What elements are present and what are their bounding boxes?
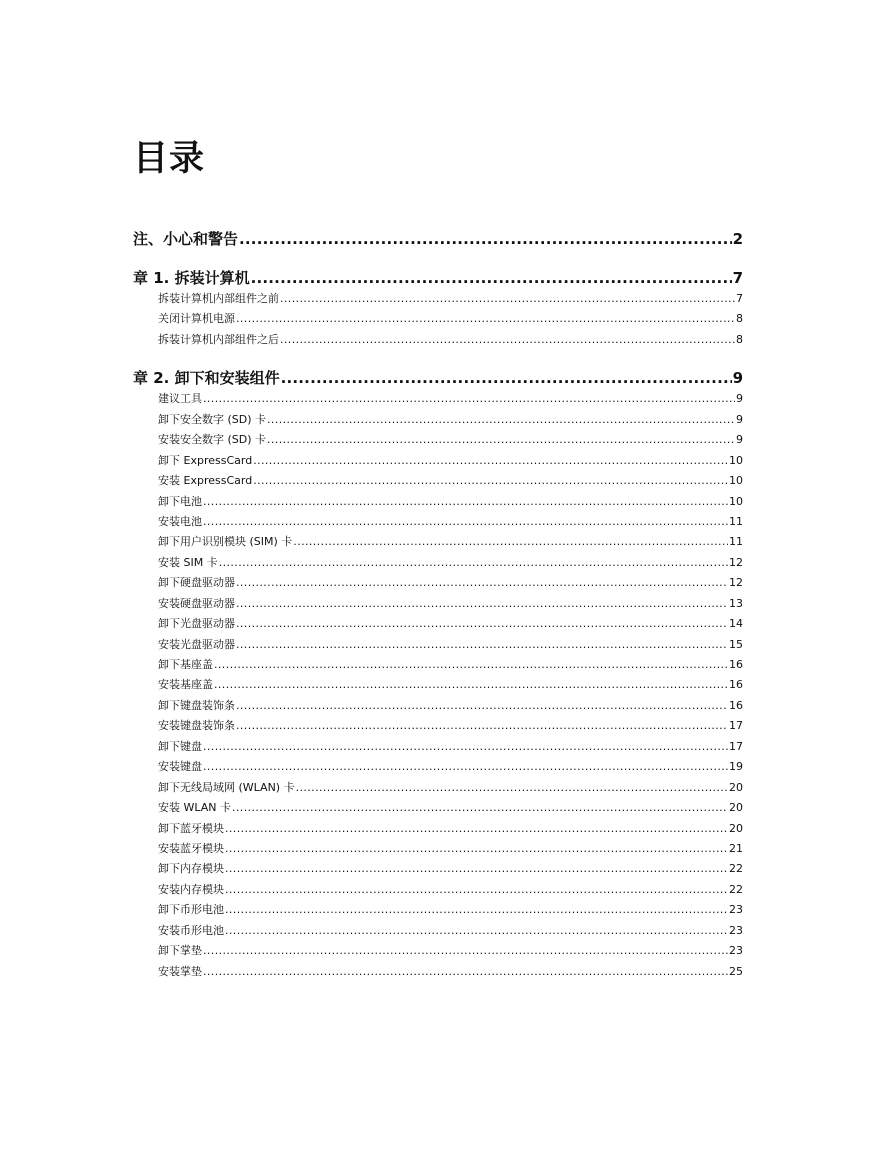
dot-leader xyxy=(203,757,728,777)
dot-leader xyxy=(203,492,728,512)
toc-entry-label: 卸下光盘驱动器 xyxy=(158,617,235,631)
toc-entry[interactable] xyxy=(133,880,743,900)
toc-entry[interactable] xyxy=(133,289,743,309)
toc-entry[interactable] xyxy=(133,553,743,573)
dot-leader xyxy=(253,451,728,471)
toc-entry-page: 12 xyxy=(729,576,743,590)
toc-entry-page: 20 xyxy=(729,801,743,815)
toc-entry[interactable] xyxy=(133,798,743,818)
dot-leader xyxy=(225,900,728,920)
toc-entry-page: 9 xyxy=(736,392,743,406)
toc-entry[interactable] xyxy=(133,962,743,982)
dot-leader xyxy=(236,696,728,716)
dot-leader xyxy=(236,573,728,593)
toc-entry[interactable] xyxy=(133,330,743,350)
toc-entry[interactable] xyxy=(133,675,743,695)
toc-entry[interactable] xyxy=(133,859,743,879)
dot-leader xyxy=(280,330,735,350)
toc-entry-label: 安装内存模块 xyxy=(158,882,224,896)
dot-leader xyxy=(239,229,732,250)
toc-chapter-heading[interactable] xyxy=(133,368,743,389)
dot-leader xyxy=(281,368,732,389)
toc-entry[interactable] xyxy=(133,430,743,450)
toc-entry[interactable] xyxy=(133,696,743,716)
toc-entry-page: 8 xyxy=(736,332,743,346)
toc-entry[interactable] xyxy=(133,594,743,614)
dot-leader xyxy=(293,532,728,552)
dot-leader xyxy=(236,594,728,614)
toc-entry-label: 安装光盘驱动器 xyxy=(158,637,235,651)
toc-entry-page: 11 xyxy=(729,535,743,549)
toc-entry-label: 安装键盘装饰条 xyxy=(158,719,235,733)
dot-leader xyxy=(225,839,728,859)
toc-entry-label: 卸下电池 xyxy=(158,494,202,508)
toc-entry[interactable] xyxy=(133,451,743,471)
toc-entry-page: 10 xyxy=(729,474,743,488)
toc-entry-page: 17 xyxy=(729,719,743,733)
dot-leader xyxy=(296,778,728,798)
toc-entry[interactable] xyxy=(133,941,743,961)
toc-entry-label: 安装 WLAN 卡 xyxy=(158,801,232,815)
toc-entry[interactable] xyxy=(133,819,743,839)
toc-entry-page: 16 xyxy=(729,698,743,712)
toc-entry-label: 卸下币形电池 xyxy=(158,903,224,917)
toc-entry-page: 19 xyxy=(729,760,743,774)
dot-leader xyxy=(203,389,735,409)
toc-entry-page: 8 xyxy=(736,312,743,326)
dot-leader xyxy=(236,716,728,736)
toc-entry-label: 卸下内存模块 xyxy=(158,862,224,876)
toc-entry-label: 卸下硬盘驱动器 xyxy=(158,576,235,590)
toc-entry[interactable] xyxy=(133,614,743,634)
toc-entry-label: 卸下基座盖 xyxy=(158,658,213,671)
toc-entry-page: 16 xyxy=(729,678,743,692)
toc-entry-label: 卸下蓝牙模块 xyxy=(158,821,224,835)
toc-entry-label: 卸下用户识别模块 (SIM) 卡 xyxy=(158,535,293,549)
dot-leader xyxy=(203,512,728,532)
toc-entry-page: 15 xyxy=(729,637,743,651)
toc-entry-label: 卸下安全数字 (SD) 卡 xyxy=(158,412,267,426)
toc-entry-page: 17 xyxy=(729,739,743,753)
toc-entry[interactable] xyxy=(133,410,743,430)
toc-entry[interactable] xyxy=(133,737,743,757)
toc-entry-label: 安装蓝牙模块 xyxy=(158,841,224,855)
toc-entry-label: 安装掌垫 xyxy=(158,964,202,978)
toc-entry-page: 23 xyxy=(729,944,743,958)
toc-entry-label: 安装安全数字 (SD) 卡 xyxy=(158,433,267,447)
toc-entry-page: 10 xyxy=(729,494,743,508)
toc-entry-page: 21 xyxy=(729,841,743,855)
toc-entry-label: 安装 ExpressCard xyxy=(158,474,253,488)
toc-entry-page: 9 xyxy=(736,412,743,426)
toc-entry-page: 7 xyxy=(736,292,743,305)
toc-entry-page: 25 xyxy=(729,964,743,978)
dot-leader xyxy=(236,635,728,655)
dot-leader xyxy=(225,819,728,839)
toc-entry-label: 建议工具 xyxy=(158,392,202,406)
toc-entry-page: 22 xyxy=(729,882,743,896)
dot-leader xyxy=(225,921,728,941)
dot-leader xyxy=(251,268,732,289)
toc-chapter-2 xyxy=(133,368,743,982)
toc-entry-page: 14 xyxy=(729,617,743,631)
toc-entry-label: 章 1. 拆装计算机 xyxy=(133,269,250,287)
dot-leader xyxy=(203,737,728,757)
toc-entry[interactable] xyxy=(133,778,743,798)
toc-entry-label: 安装键盘 xyxy=(158,760,202,774)
toc-entry-label: 安装基座盖 xyxy=(158,678,213,692)
dot-leader xyxy=(203,962,728,982)
dot-leader xyxy=(267,430,735,450)
toc-entry-label: 卸下掌垫 xyxy=(158,944,202,958)
toc-entry[interactable] xyxy=(133,389,743,409)
dot-leader xyxy=(236,614,728,634)
dot-leader xyxy=(225,880,728,900)
toc-entry-label: 安装 SIM 卡 xyxy=(158,555,218,569)
table-of-contents xyxy=(133,229,743,982)
dot-leader xyxy=(219,553,728,573)
toc-entry[interactable] xyxy=(133,492,743,512)
dot-leader xyxy=(232,798,728,818)
toc-entry-label: 安装电池 xyxy=(158,514,202,528)
toc-entry-page: 9 xyxy=(732,369,743,388)
toc-entry-page: 23 xyxy=(729,903,743,917)
toc-entry-label: 卸下键盘 xyxy=(158,739,202,753)
dot-leader xyxy=(236,309,735,329)
toc-entry-page: 12 xyxy=(729,555,743,569)
toc-entry-page: 22 xyxy=(729,862,743,876)
dot-leader xyxy=(280,289,735,309)
toc-entry-page: 11 xyxy=(729,514,743,528)
toc-chapter-heading[interactable] xyxy=(133,268,743,289)
toc-entry-label: 拆装计算机内部组件之前 xyxy=(158,292,279,305)
toc-chapter-1 xyxy=(133,268,743,350)
dot-leader xyxy=(253,471,728,491)
toc-entry-label: 关闭计算机电源 xyxy=(158,312,235,326)
page-title: 目录 xyxy=(133,139,206,179)
toc-entry[interactable] xyxy=(133,921,743,941)
toc-entry[interactable] xyxy=(133,573,743,593)
toc-entry-page: 13 xyxy=(729,596,743,610)
toc-entry[interactable] xyxy=(133,471,743,491)
toc-entry-label: 安装硬盘驱动器 xyxy=(158,596,235,610)
toc-entry-label: 卸下 ExpressCard xyxy=(158,453,253,467)
toc-entry-page: 16 xyxy=(729,658,743,671)
toc-entry[interactable] xyxy=(133,309,743,329)
toc-entry-label: 注、小心和警告 xyxy=(133,230,239,248)
toc-entry-label: 安装币形电池 xyxy=(158,923,224,937)
toc-entry[interactable] xyxy=(133,532,743,552)
toc-entry-page: 2 xyxy=(732,230,743,248)
toc-entry[interactable] xyxy=(133,716,743,736)
toc-entry-label: 章 2. 卸下和安装组件 xyxy=(133,369,280,388)
toc-entry-label: 拆装计算机内部组件之后 xyxy=(158,332,279,346)
toc-entry-notes-cautions-warnings[interactable] xyxy=(133,229,743,250)
toc-entry[interactable] xyxy=(133,635,743,655)
toc-entry-label: 卸下键盘装饰条 xyxy=(158,698,235,712)
dot-leader xyxy=(214,655,728,675)
toc-entry-label: 卸下无线局域网 (WLAN) 卡 xyxy=(158,780,295,794)
dot-leader xyxy=(214,675,728,695)
toc-entry[interactable] xyxy=(133,900,743,920)
toc-entry-page: 20 xyxy=(729,821,743,835)
toc-entry-page: 9 xyxy=(736,433,743,447)
dot-leader xyxy=(203,941,728,961)
toc-entry[interactable] xyxy=(133,757,743,777)
toc-entry-page: 7 xyxy=(732,269,743,287)
dot-leader xyxy=(267,410,735,430)
toc-entry[interactable] xyxy=(133,512,743,532)
toc-entry[interactable] xyxy=(133,655,743,675)
toc-entry[interactable] xyxy=(133,839,743,859)
toc-entry-page: 10 xyxy=(729,453,743,467)
toc-entry-page: 23 xyxy=(729,923,743,937)
dot-leader xyxy=(225,859,728,879)
toc-entry-page: 20 xyxy=(729,780,743,794)
